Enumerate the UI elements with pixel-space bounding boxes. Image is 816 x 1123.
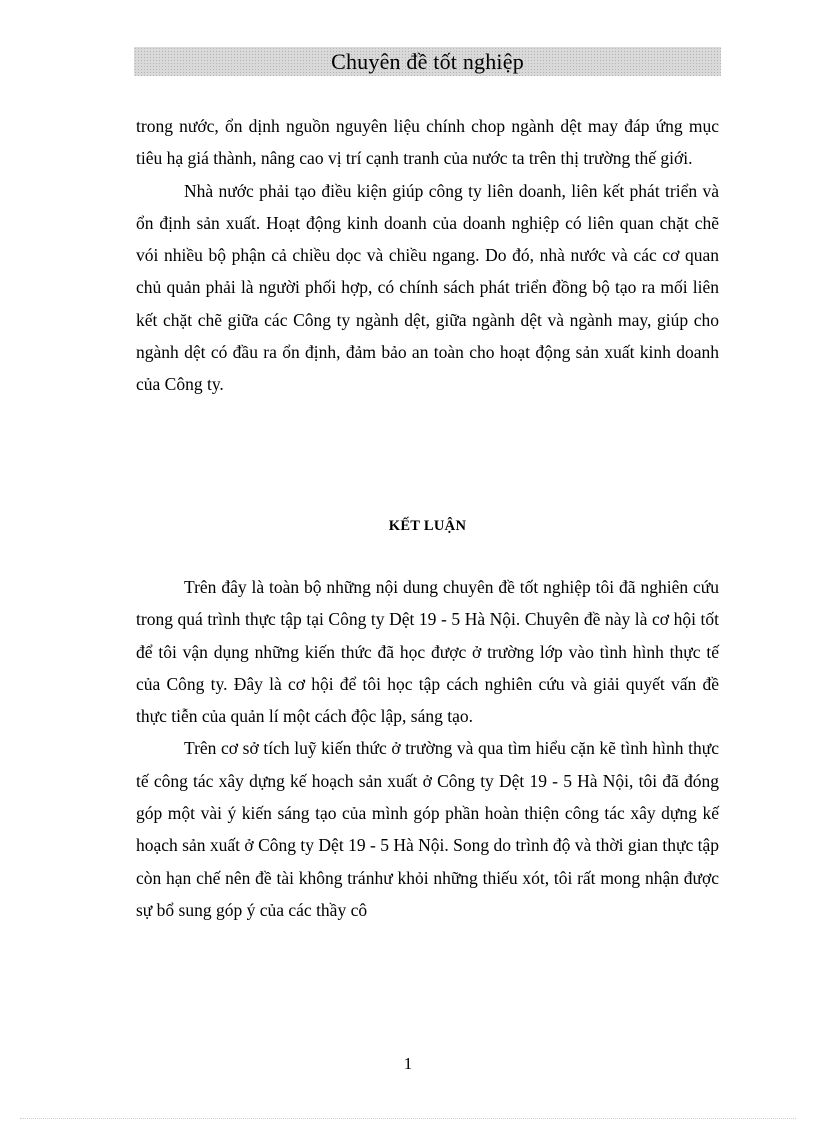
paragraph-continued: trong nước, ổn dịnh nguồn nguyên liệu chính chop ngành dệt may đáp ứng mục tiêu hạ giá thành, nâng cao vị trí cạnh tranh của nước ta trên thị trường thế giới. bbox=[136, 116, 719, 169]
conclusion-section bbox=[136, 571, 719, 926]
running-header bbox=[134, 47, 721, 76]
page-bottom-divider bbox=[20, 1118, 796, 1119]
page-number: 1 bbox=[403, 1054, 413, 1073]
header-title: Chuyên đề tốt nghiệp bbox=[331, 49, 524, 74]
paragraph-conclusion-summary: Trên đây là toàn bộ những nội dung chuyên đề tốt nghiệp tôi đã nghiên cứu trong quá trình thực tập tại Công ty Dệt 19 - 5 Hà Nội. Chuyên đề này là cơ hội tốt để tôi vận dụng những kiến thức đã học được ở trường lớp vào tình hình thực tế của Công ty. Đây là cơ hội để tôi học tập cách nghiên cứu và giải quyết vấn đề thực tiễn của quản lí một cách độc lập, sáng tạo. bbox=[136, 577, 719, 727]
conclusion-heading: KẾT LUẬN bbox=[388, 518, 467, 534]
body-section-continued bbox=[136, 110, 719, 401]
paragraph-state-support: Nhà nước phải tạo điều kiện giúp công ty liên doanh, liên kết phát triển và ổn định sản xuất. Hoạt động kinh doanh của doanh nghiệp có liên quan chặt chẽ vói nhiều bộ phận cả chiều dọc và chiều ngang. Do đó, nhà nước và các cơ quan chủ quản phải là người phối hợp, có chính sách phát triển đồng bộ tạo ra mối liên kết chặt chẽ giữa các Công ty ngành dệt, giữa ngành dệt và ngành may, giúp cho ngành dệt có đầu ra ổn định, đảm bảo an toàn cho hoạt động sản xuất kinh doanh của Công ty. bbox=[136, 180, 719, 395]
paragraph-conclusion-contribution: Trên cơ sở tích luỹ kiến thức ở trường và qua tìm hiểu cặn kẽ tình hình thực tế công tác xây dựng kế hoạch sản xuất ở Công ty Dệt 19 - 5 Hà Nội, tôi đã đóng góp một vài ý kiến sáng tạo của mình góp phần hoàn thiện công tác xây dựng kế hoạch sản xuất ở Công ty Dệt 19 - 5 Hà Nội. Song do trình độ và thời gian thực tập còn hạn chế nên đề tài không tránhư khỏi những thiếu xót, tôi rất mong nhận được sự bổ sung góp ý của các thầy cô bbox=[136, 738, 719, 920]
